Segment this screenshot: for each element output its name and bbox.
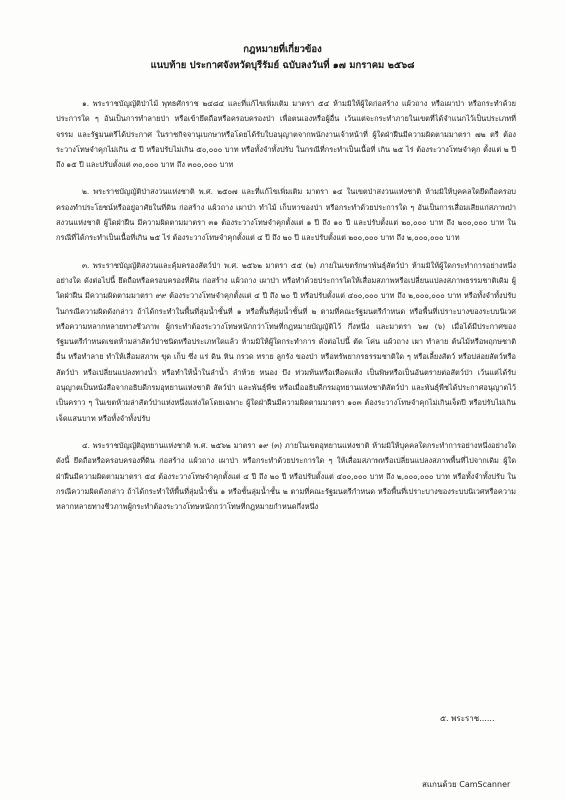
document-subtitle: แนบท้าย ประกาศจังหวัดบุรีรัมย์ ฉบับลงวันที่ ๑๗ มกราคม ๒๕๖๘ [150, 60, 415, 71]
document-title: กฎหมายที่เกี่ยวข้อง [243, 44, 322, 55]
document-body [56, 96, 516, 526]
law-paragraph-4: ๔. พระราชบัญญัติอุทยานแห่งชาติ พ.ศ. ๒๕๖๒ มาตรา ๑๙ (๓) ภายในเขตอุทยานแห่งชาติ ห้ามมิให้บุคคลใดกระทำการอย่างหนึ่งอย่างใด ดังนี้ ยึดถือหรือครอบครองที่ดิน ก่อสร้าง แผ้วถาง เผาป่า หรือกระทำด้วยประการใด ๆ ให้เสื่อมสภาพหรือเปลี่ยนแปลงสภาพพื้นที่ไปจากเดิม ผู้ใดฝ่าฝืนมีความผิดตามมาตรา ๕๔ ต้องระวางโทษจำคุกตั้งแต่ ๔ ปี ถึง ๒๐ ปี หรือปรับตั้งแต่ ๔๐๐,๐๐๐ บาท ถึง ๒,๐๐๐,๐๐๐ บาท หรือทั้งจำทั้งปรับ ในกรณีความผิดดังกล่าว ถ้าได้กระทำให้พื้นที่ลุ่มน้ำชั้น ๑ หรือชั้นลุ่มน้ำชั้น ๒ ตามที่คณะรัฐมนตรีกำหนด หรือพื้นที่เปราะบางของระบบนิเวศหรือความหลากหลายทางชีวภาพผู้กระทำต้องระวางโทษหนักกว่าโทษที่กฎหมายกำหนดกึ่งหนึ่ง [56, 440, 516, 512]
page-continuation: ๕. พระราช...... [440, 714, 495, 723]
law-paragraph-3: ๓. พระราชบัญญัติสงวนและคุ้มครองสัตว์ป่า พ.ศ. ๒๕๖๒ มาตรา ๕๕ (๒) ภายในเขตรักษาพันธุ์สัตว์ป่า ห้ามมิให้ผู้ใดกระทำการอย่างหนึ่งอย่างใด ดังต่อไปนี้ ยึดถือหรือครอบครองที่ดิน ก่อสร้าง แผ้วถาง เผาป่า หรือทำด้วยประการใดให้เสื่อมสภาพหรือเปลี่ยนแปลงสภาพธรรมชาติเดิม ผู้ใดฝ่าฝืน มีความผิดตามมาตรา ๙๙ ต้องระวางโทษจำคุกตั้งแต่ ๔ ปี ถึง ๒๐ ปี หรือปรับตั้งแต่ ๔๐๐,๐๐๐ บาท ถึง ๒,๐๐๐,๐๐๐ บาท หรือทั้งจำทั้งปรับ ในกรณีความผิดดังกล่าว ถ้าได้กระทำในพื้นที่ลุ่มน้ำชั้นที่ ๑ หรือพื้นที่ลุ่มน้ำชั้นที่ ๒ ตามที่คณะรัฐมนตรีกำหนด หรือพื้นที่เปราะบางของระบบนิเวศหรือความหลากหลายทางชีวภาพ ผู้กระทำต้องระวางโทษหนักกว่าโทษที่กฎหมายบัญญัติไว้ กึ่งหนึ่ง และมาตรา ๖๗ (๖) เมื่อได้มีประกาศของรัฐมนตรีกำหนดเขตห้ามล่าสัตว์ป่าชนิดหรือประเภทใดแล้ว ห้ามมิให้ผู้ใดกระทำการ ดังต่อไปนี้ ตัด โค่น แผ้วถาง เผา ทำลาย ต้นไม้หรือพฤกษชาติอื่น หรือทำลาย ทำให้เสื่อมสภาพ ขุด เก็บ ซึ่ง แร่ ดิน หิน กรวด ทราย ลูกรัง ของป่า หรือทรัพยากรธรรมชาติใด ๆ หรือเลี้ยงสัตว์ หรือปล่อยสัตว์หรือสัตว์ป่า หรือเปลี่ยนแปลงทางน้ำ หรือทำให้น้ำในลำน้ำ ลำห้วย หนอง บึง ท่วมท้นหรือเหือดแห้ง เป็นพิษหรือเป็นอันตรายต่อสัตว์ป่า เว้นแต่ได้รับอนุญาตเป็นหนังสือจากอธิบดีกรมอุทยานแห่งชาติ สัตว์ป่า และพันธุ์พืช หรือเมื่ออธิบดีกรมอุทยานแห่งชาติสัตว์ป่า และพันธุ์พืชได้ประกาศอนุญาตไว้เป็นคราว ๆ ในเขตห้ามล่าสัตว์ป่าแห่งหนึ่งแห่งใดโดยเฉพาะ ผู้ใดฝ่าฝืนมีความผิดตามมาตรา ๑๐๓ ต้องระวางโทษจำคุกไม่เกินเจ็ดปี หรือปรับไม่เกินเจ็ดแสนบาท หรือทั้งจำทั้งปรับ [56, 260, 516, 423]
document-header [0, 42, 565, 74]
scanner-watermark: สแกนด้วย CamScanner [422, 780, 511, 789]
law-paragraph-2: ๒. พระราชบัญญัติป่าสงวนแห่งชาติ พ.ศ. ๒๕๐๗ และที่แก้ไขเพิ่มเติม มาตรา ๑๔ ในเขตป่าสงวนแห่งชาติ ห้ามมิให้บุคคลใดยึดถือครอบครองทำประโยชน์หรืออยู่อาศัยในที่ดิน ก่อสร้าง แผ้วถาง เผาป่า ทำไม้ เก็บหาของป่า หรือกระทำด้วยประการใด ๆ อันเป็นการเสื่อมเสียแก่สภาพป่าสงวนแห่งชาติ ผู้ใดฝ่าฝืน มีความผิดตามมาตรา ๓๑ ต้องระวางโทษจำคุกตั้งแต่ ๑ ปี ถึง ๑๐ ปี และปรับตั้งแต่ ๒๐,๐๐๐ บาท ถึง ๒๐๐,๐๐๐ บาท ในกรณีที่ได้กระทำเป็นเนื้อที่เกิน ๒๕ ไร่ ต้องระวางโทษจำคุกตั้งแต่ ๔ ปี ถึง ๒๐ ปี และปรับตั้งแต่ ๒๐๐,๐๐๐ บาท ถึง ๒,๐๐๐,๐๐๐ บาท [56, 187, 516, 243]
law-paragraph-1: ๑. พระราชบัญญัติป่าไม้ พุทธศักราช ๒๔๘๔ และที่แก้ไขเพิ่มเติม มาตรา ๕๔ ห้ามมิให้ผู้ใดก่อสร้าง แผ้วถาง หรือเผาป่า หรือกระทำด้วยประการใด ๆ อันเป็นการทำลายป่า หรือเข้ายึดถือหรือครอบครองป่า เพื่อตนเองหรือผู้อื่น เว้นแต่จะกระทำภายในเขตที่ได้จำแนกไว้เป็นประเภทที่จรรม และรัฐมนตรีได้ประกาศ ในราชกิจจานุเบกษาหรือโดยได้รับใบอนุญาตจากพนักงานเจ้าหน้าที่ ผู้ใดฝ่าฝืนมีความผิดตามมาตรา ๗๒ ตรี ต้องระวางโทษจำคุกไม่เกิน ๕ ปี หรือปรับไม่เกิน ๕๐,๐๐๐ บาท หรือทั้งจำทั้งปรับ ในกรณีที่กระทำเป็นเนื้อที่ เกิน ๒๕ ไร่ ต้องระวางโทษจำคุก ตั้งแต่ ๒ ปี ถึง ๑๕ ปี และปรับตั้งแต่ ๓๐,๐๐๐ บาท ถึง ๓๐๐,๐๐๐ บาท [56, 99, 516, 170]
